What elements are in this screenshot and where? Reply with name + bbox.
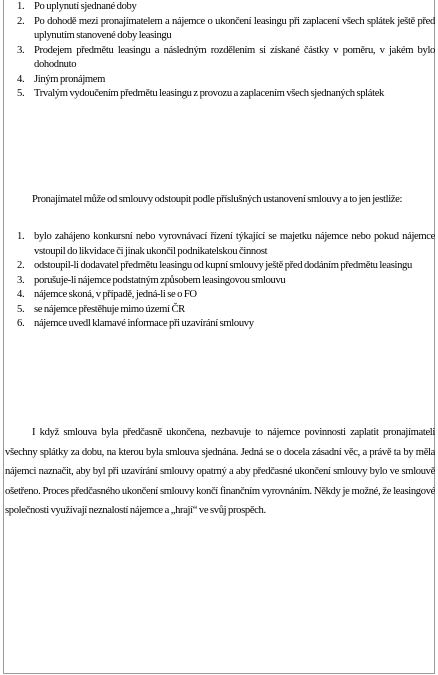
list-item [5, 288, 435, 303]
list-item-text: Trvalým vydoučením předmětu leasingu z provozu a zaplacením všech sjednaných splátek [34, 88, 385, 99]
list-item-number: 1. [17, 231, 25, 242]
list-item-number: 2. [17, 260, 25, 271]
list-item [5, 44, 435, 73]
list-item-number: 5. [17, 88, 25, 99]
list-item-number: 4. [17, 289, 25, 300]
list-item [5, 274, 435, 289]
list-item-text: Jiným pronájmem [34, 73, 106, 85]
list-item-number: 3. [17, 274, 25, 286]
list-item-number: 5. [17, 303, 25, 315]
list-item [5, 87, 435, 102]
list-item [5, 73, 435, 88]
list-item-text: Po uplynutí sjednané doby [34, 1, 137, 12]
withdrawal-conditions-list [5, 230, 435, 332]
list-item-text: bylo zahájeno konkursní nebo vyrovnávací řízení týkající se majetku nájemce nebo pokud nájemce vstoupil do likvidace či jinak ukončil podnikatelskou činnost [34, 231, 435, 257]
list-item [5, 0, 435, 15]
list-item [5, 317, 435, 332]
list-item [5, 259, 435, 274]
list-item-text: Prodejem předmětu leasingu a následným rozdělením si získané částky v poměru, v jakém bylo dohodnuto [34, 44, 435, 70]
list-item-number: 2. [17, 15, 25, 27]
list-item-text: odstoupil-li dodavatel předmětu leasingu od kupní smlouvy ještě před dodáním předmětu leasingu [34, 260, 412, 271]
list-item-text: nájemce uvedl klamavé informace při uzavírání smlouvy [34, 318, 254, 329]
list-item-text: porušuje-li nájemce podstatným způsobem leasingovou smlouvu [34, 274, 286, 286]
list-item [5, 230, 435, 259]
leasing-termination-list [5, 0, 435, 102]
list-item-number: 6. [17, 318, 25, 329]
list-item-number: 3. [17, 44, 25, 56]
list-item-number: 1. [17, 1, 25, 12]
list-item-text: nájemce skoná, v případě, jedná-li se o FO [34, 289, 197, 300]
paragraph-withdrawal-intro: Pronajímatel může od smlouvy odstoupit podle příslušných ustanovení smlouvy a to jen jestliže: [32, 194, 403, 205]
list-item-text: Po dohodě mezi pronajímatelem a nájemce o ukončení leasingu při zaplacení všech splátek ještě před uplynutím stanovené doby leasingu [34, 15, 435, 41]
list-item-number: 4. [17, 73, 25, 85]
paragraph-early-termination: I když smlouva byla předčasně ukončena, nezbavuje to nájemce povinnosti zaplatit pronajímateli všechny splátky za dobu, na kterou byla smlouva sjednána. Jedná se o docela zásadní věc, a právě ta by měla nájemci naznačit, aby byl při uzavírání smlouvy opatrný a aby předčasné ukončení smlouvy bylo ve smlouvě ošetřeno. Proces předčasného ukončení smlouvy končí finančním vyrovnáním. Někdy je možné, že leasingové společnosti využívají neznalostí nájemce a „hrají“ ve svůj prospěch. [5, 427, 435, 516]
list-item [5, 303, 435, 318]
list-item-text: se nájemce přestěhuje mimo území ČR [34, 303, 185, 315]
list-item [5, 15, 435, 44]
